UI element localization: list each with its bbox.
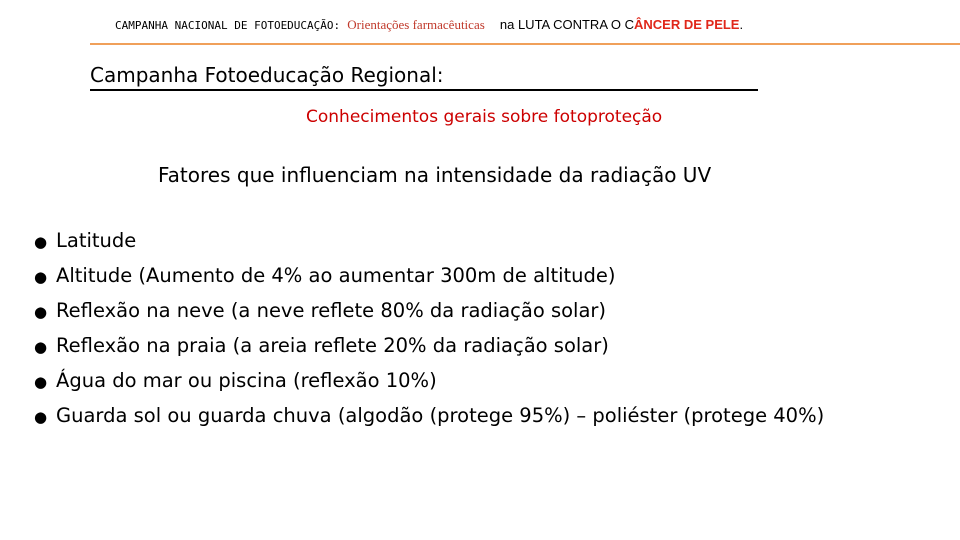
- factor-text: Guarda sol ou guarda chuva (algodão (protege 95%) – poliéster (protege 40%): [56, 404, 825, 427]
- header-divider: [90, 43, 960, 45]
- factor-text: Reflexão na praia (a areia reflete 20% da radiação solar): [56, 334, 609, 357]
- fight-highlight: ÂNCER DE PELE: [634, 17, 740, 32]
- bullet-icon: ●: [34, 338, 48, 356]
- factor-text: Reflexão na neve (a neve reflete 80% da radiação solar): [56, 299, 607, 322]
- factor-text: Água do mar ou piscina (reflexão 10%): [56, 369, 437, 392]
- list-item: [34, 399, 824, 434]
- list-item: [34, 329, 824, 364]
- bullet-icon: ●: [34, 373, 48, 391]
- bullet-icon: ●: [34, 233, 48, 251]
- bullet-icon: ●: [34, 408, 48, 426]
- fight-suffix: .: [739, 17, 744, 32]
- list-item: [34, 224, 824, 259]
- factor-text: Latitude: [56, 229, 137, 252]
- guidance-label: Orientações farmacêuticas: [347, 17, 485, 32]
- section-heading: Fatores que influenciam na intensidade da radiação UV: [158, 163, 712, 187]
- factor-text: Altitude (Aumento de 4% ao aumentar 300m de altitude): [56, 264, 616, 287]
- list-item: [34, 259, 824, 294]
- list-item: [34, 294, 824, 329]
- fight-prefix: na LUTA CONTRA O C: [499, 17, 635, 32]
- bullet-icon: ●: [34, 268, 48, 286]
- header-text: [115, 14, 743, 33]
- title-underline: [90, 89, 758, 91]
- bullet-icon: ●: [34, 303, 48, 321]
- campaign-label: CAMPANHA NACIONAL DE FOTOEDUCAÇÃO:: [115, 19, 341, 32]
- page-subtitle: Conhecimentos gerais sobre fotoproteção: [306, 107, 663, 127]
- page-title: Campanha Fotoeducação Regional:: [90, 63, 444, 87]
- list-item: [34, 364, 824, 399]
- factor-list: [34, 224, 824, 434]
